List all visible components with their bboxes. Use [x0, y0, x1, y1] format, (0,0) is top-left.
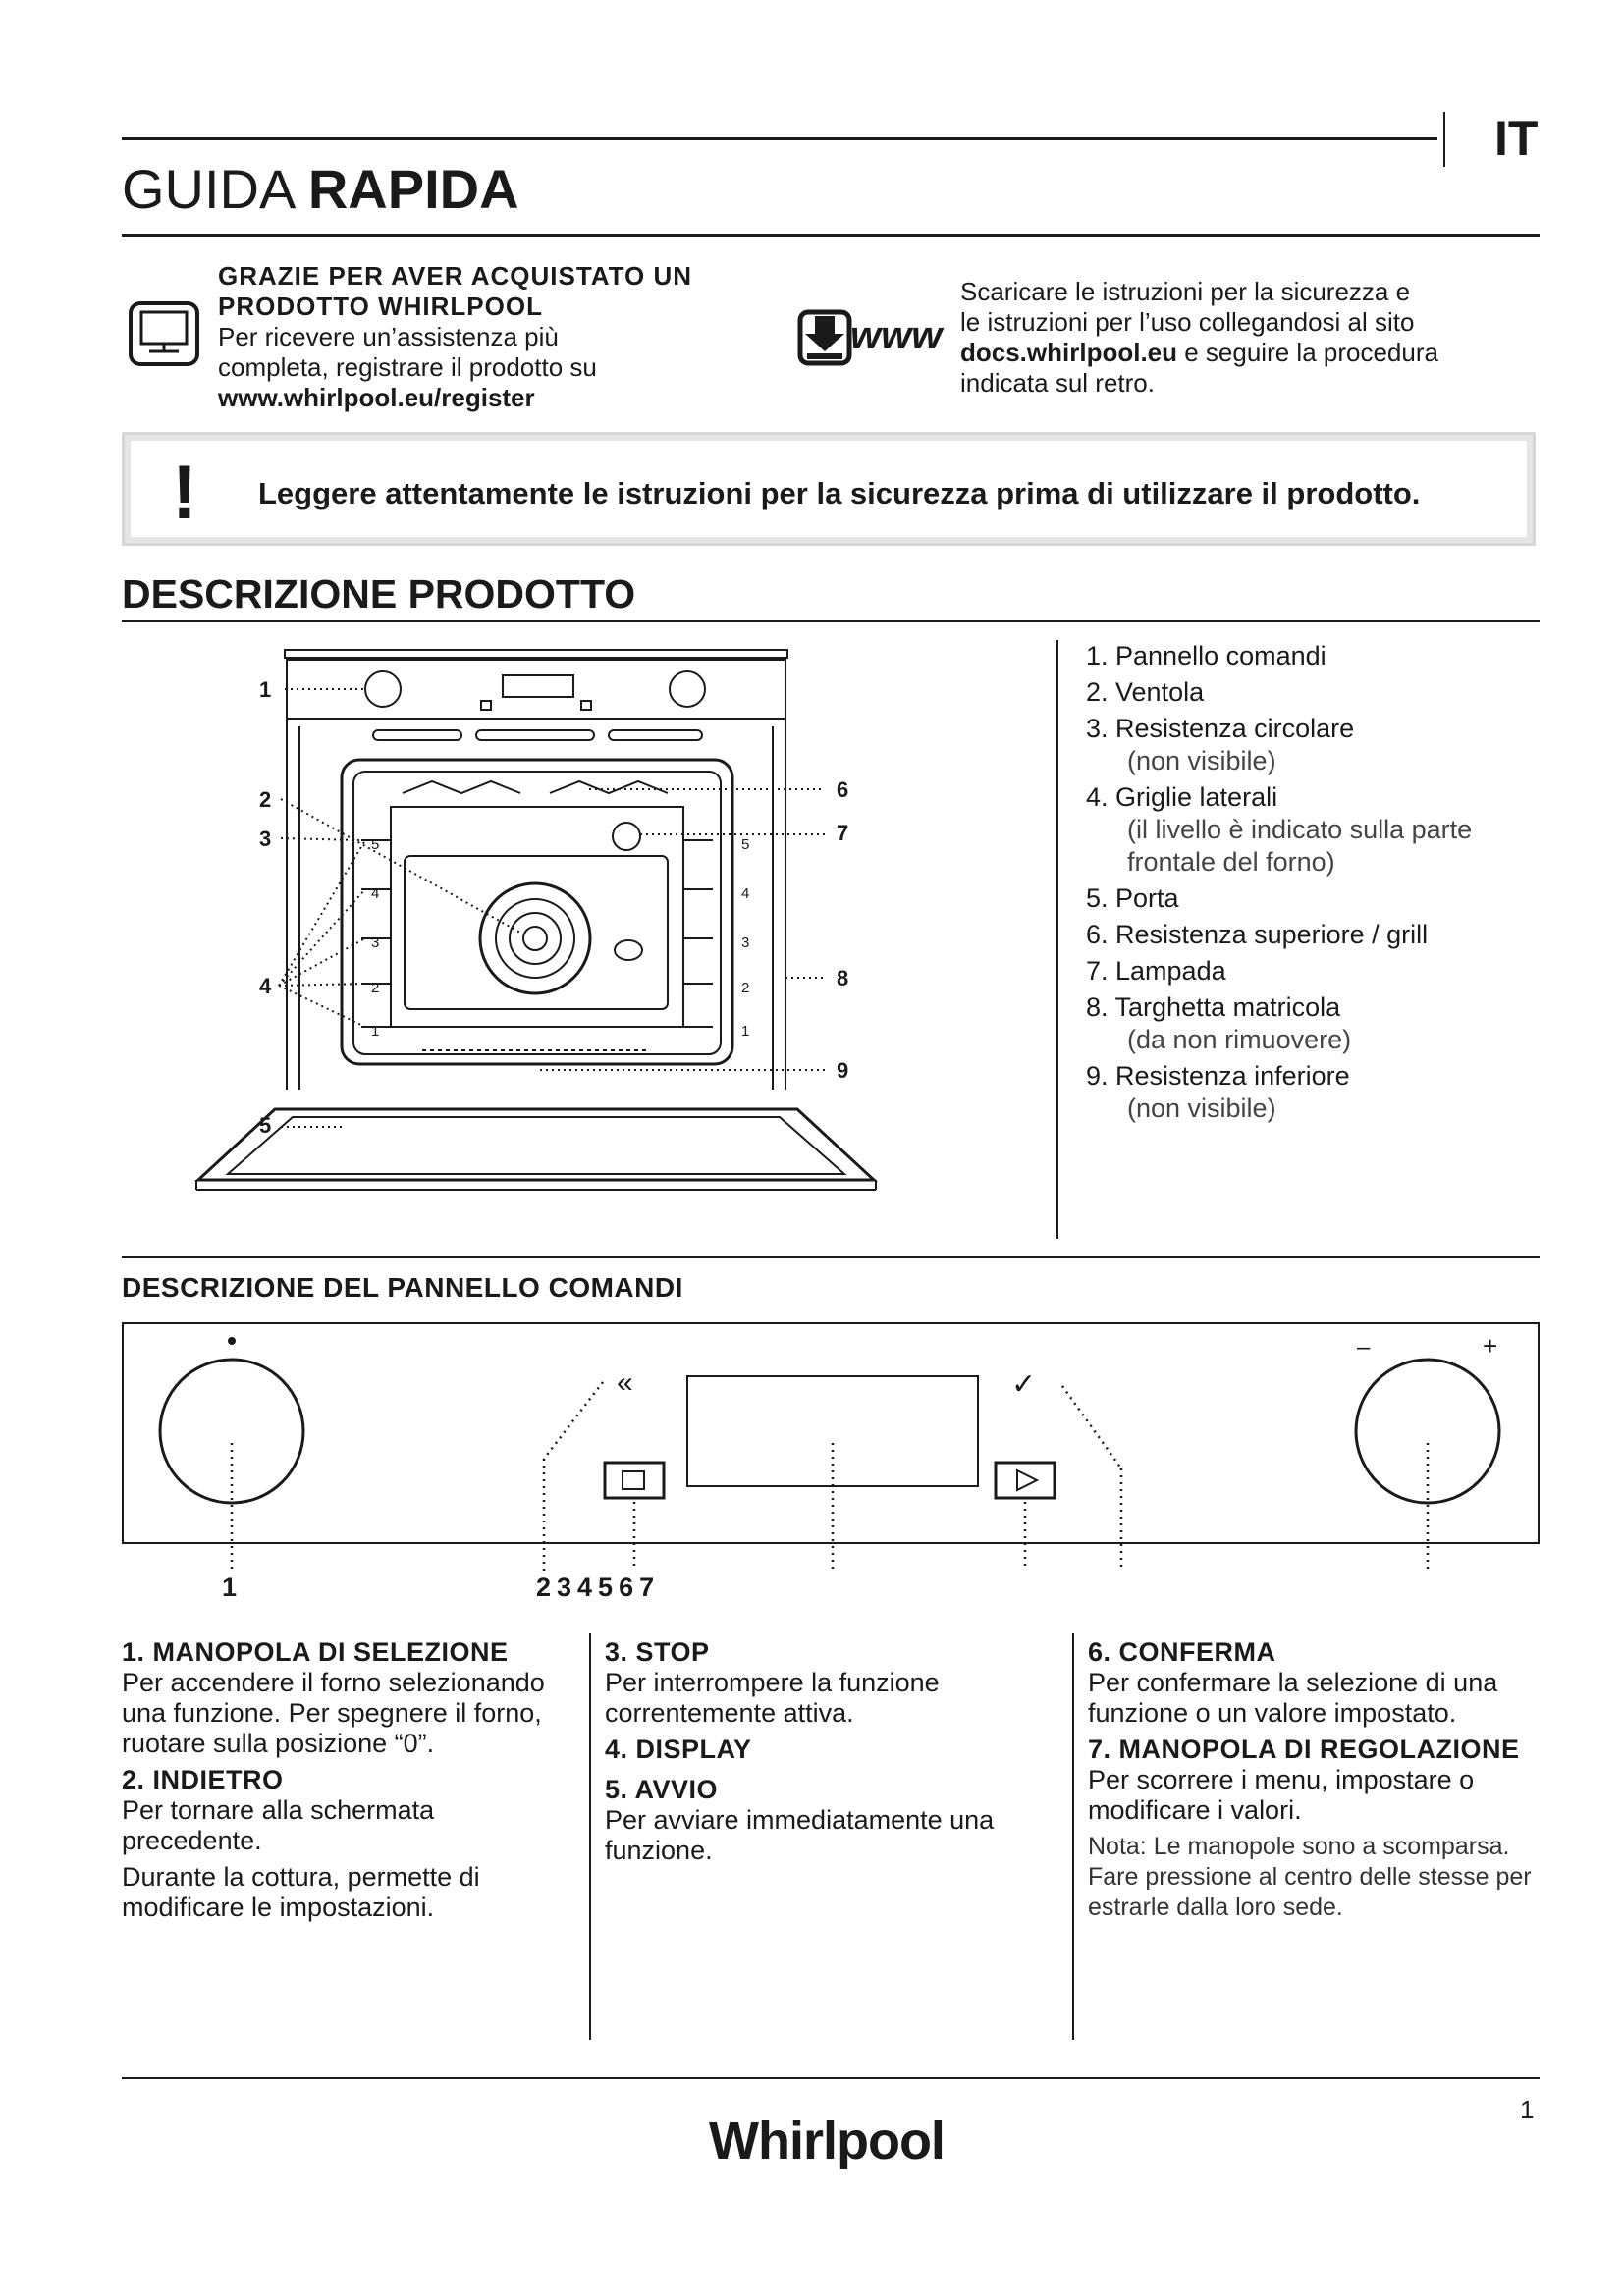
product-legend: [1086, 640, 1557, 1125]
callout-7: 7: [837, 821, 849, 845]
www-label: www: [850, 314, 943, 357]
shelf-level-right: 4: [741, 885, 750, 902]
whirlpool-logo: Whirlpool: [709, 2111, 945, 2170]
oven-door: [198, 1109, 874, 1180]
header-top-rule: [122, 137, 1437, 140]
controls-number-labels: 234567: [536, 1573, 661, 1602]
legend-note: (non visibile): [1127, 1094, 1276, 1123]
language-code: IT: [1494, 111, 1539, 166]
knob-note: Nota: Le manopole sono a scomparsa. Fare pressione al centro delle stesse per estrarle dalla loro sede.: [1088, 1833, 1532, 1921]
oven-cavity: [342, 760, 732, 1064]
intro-body-1: Per ricevere un’assistenza più: [218, 322, 559, 351]
text-adjust-knob: Per scorrere i menu, impostare o modificare i valori.: [1088, 1765, 1475, 1825]
download-line-3: docs.whirlpool.eu e seguire la procedura: [960, 338, 1438, 367]
legend-note: (non visibile): [1127, 746, 1276, 775]
legend-divider: [1056, 640, 1058, 1239]
plus-sign: +: [1483, 1331, 1498, 1361]
legend-item: 4. Griglie laterali: [1086, 782, 1278, 812]
header-lang-divider: [1443, 112, 1445, 167]
shelf-level-right: 2: [741, 980, 750, 996]
legend-item: 6. Resistenza superiore / grill: [1086, 920, 1429, 949]
callout-8: 8: [837, 966, 849, 990]
back-icon: «: [617, 1366, 633, 1399]
callout-1: 1: [259, 677, 272, 702]
oven-display: [503, 675, 573, 697]
column-stop-display-start: [605, 1633, 1037, 1872]
download-line-2: le istruzioni per l’uso collegandosi al sito: [960, 307, 1415, 337]
intro-registration: [218, 261, 768, 413]
confirm-check-icon: ✓: [1011, 1368, 1037, 1401]
control-panel-section-title: DESCRIZIONE DEL PANNELLO COMANDI: [122, 1272, 683, 1303]
footer-rule: [122, 2077, 1540, 2079]
heading-adjust-knob: 7. MANOPOLA DI REGOLAZIONE: [1088, 1735, 1520, 1764]
column-divider-2: [1072, 1633, 1074, 2040]
callout-3: 3: [259, 827, 272, 851]
download-arrow-icon: [797, 306, 852, 369]
stop-button: [605, 1463, 664, 1498]
download-www-icon: [797, 306, 947, 369]
shelf-level-right: 3: [741, 934, 750, 951]
safety-warning-text: Leggere attentamente le istruzioni per la sicurezza prima di utilizzare il prodotto.: [258, 476, 1421, 510]
legend-item: 8. Targhetta matricola: [1086, 992, 1341, 1022]
oven-top-trim: [285, 650, 787, 658]
legend-note: (il livello è indicato sulla parte frontale del forno): [1127, 815, 1473, 877]
oven-start-btn: [581, 701, 591, 710]
legend-item: 7. Lampada: [1086, 956, 1226, 986]
selection-knob-label: 1: [222, 1573, 238, 1602]
text-start: Per avviare immediatamente una funzione.: [605, 1805, 995, 1865]
exclamation-icon: !: [172, 449, 197, 535]
control-section-rule: [122, 1256, 1540, 1258]
oven-right-knob: [670, 671, 705, 707]
oven-diagram: [137, 638, 943, 1247]
intro-body-2: completa, registrare il prodotto su: [218, 352, 597, 382]
download-line-4: indicata sul retro.: [960, 368, 1155, 398]
header-bottom-rule: [122, 234, 1540, 237]
control-panel-diagram: [122, 1321, 1540, 1576]
knob-indicator-dot: [228, 1337, 236, 1345]
column-selection: [122, 1633, 573, 1929]
panel-display: [687, 1376, 978, 1486]
legend-item: 2. Ventola: [1086, 677, 1205, 707]
intro-heading-2: PRODOTTO WHIRLPOOL: [218, 292, 543, 321]
callout-6: 6: [837, 777, 849, 802]
selection-knob: [160, 1360, 303, 1503]
download-line-1: Scaricare le istruzioni per la sicurezza e: [960, 277, 1411, 306]
page-number: 1: [1520, 2095, 1535, 2124]
callout-4: 4: [259, 974, 272, 998]
legend-item: 9. Resistenza inferiore: [1086, 1061, 1350, 1091]
heading-start: 5. AVVIO: [605, 1775, 719, 1804]
start-button: [996, 1463, 1055, 1498]
column-confirm-adjust: [1088, 1633, 1540, 1929]
minus-sign: –: [1357, 1334, 1371, 1361]
control-panel-frame: [123, 1323, 1539, 1543]
shelf-level-left: 1: [371, 1023, 380, 1040]
heading-display: 4. DISPLAY: [605, 1735, 752, 1764]
adjustment-knob: [1356, 1360, 1499, 1503]
legend-note: (da non rimuovere): [1127, 1025, 1352, 1054]
text-back-cooking: Durante la cottura, permette di modificare le impostazioni.: [122, 1862, 480, 1922]
heading-back: 2. INDIETRO: [122, 1765, 284, 1794]
legend-item: 5. Porta: [1086, 883, 1179, 913]
shelf-level-left: 5: [371, 836, 380, 853]
shelf-level-left: 4: [371, 885, 380, 902]
text-selection-knob: Per accendere il forno selezionando una funzione. Per spegnere il forno, ruotare sulla posizione “0”.: [122, 1668, 545, 1758]
intro-heading-1: GRAZIE PER AVER ACQUISTATO UN: [218, 261, 693, 291]
product-section-rule: [122, 620, 1540, 622]
shelf-level-left: 2: [371, 980, 380, 996]
heading-selection-knob: 1. MANOPOLA DI SELEZIONE: [122, 1637, 509, 1667]
oven-left-knob: [365, 671, 401, 707]
text-confirm: Per confermare la selezione di una funzione o un valore impostato.: [1088, 1668, 1498, 1728]
callout-9: 9: [837, 1058, 849, 1083]
text-stop: Per interrompere la funzione correntemente attiva.: [605, 1668, 940, 1728]
callout-5: 5: [259, 1113, 272, 1138]
product-section-title: DESCRIZIONE PRODOTTO: [122, 571, 636, 616]
callout-2: 2: [259, 787, 272, 812]
text-back: Per tornare alla schermata precedente.: [122, 1795, 435, 1855]
safety-warning-box: [122, 432, 1536, 546]
legend-item: 1. Pannello comandi: [1086, 641, 1326, 670]
heading-confirm: 6. CONFERMA: [1088, 1637, 1276, 1667]
register-link[interactable]: www.whirlpool.eu/register: [218, 383, 535, 412]
shelf-level-left: 3: [371, 934, 380, 951]
page-title: GUIDA RAPIDA: [122, 158, 519, 220]
heading-stop: 3. STOP: [605, 1637, 710, 1667]
shelf-level-right: 5: [741, 836, 750, 853]
oven-lamp: [613, 823, 640, 850]
intro-download: [960, 277, 1510, 399]
docs-link[interactable]: docs.whirlpool.eu: [960, 338, 1178, 367]
column-divider-1: [589, 1633, 591, 2040]
shelf-level-right: 1: [741, 1023, 750, 1040]
legend-item: 3. Resistenza circolare: [1086, 714, 1355, 743]
oven-stop-btn: [481, 701, 491, 710]
registration-monitor-icon: [128, 300, 200, 369]
